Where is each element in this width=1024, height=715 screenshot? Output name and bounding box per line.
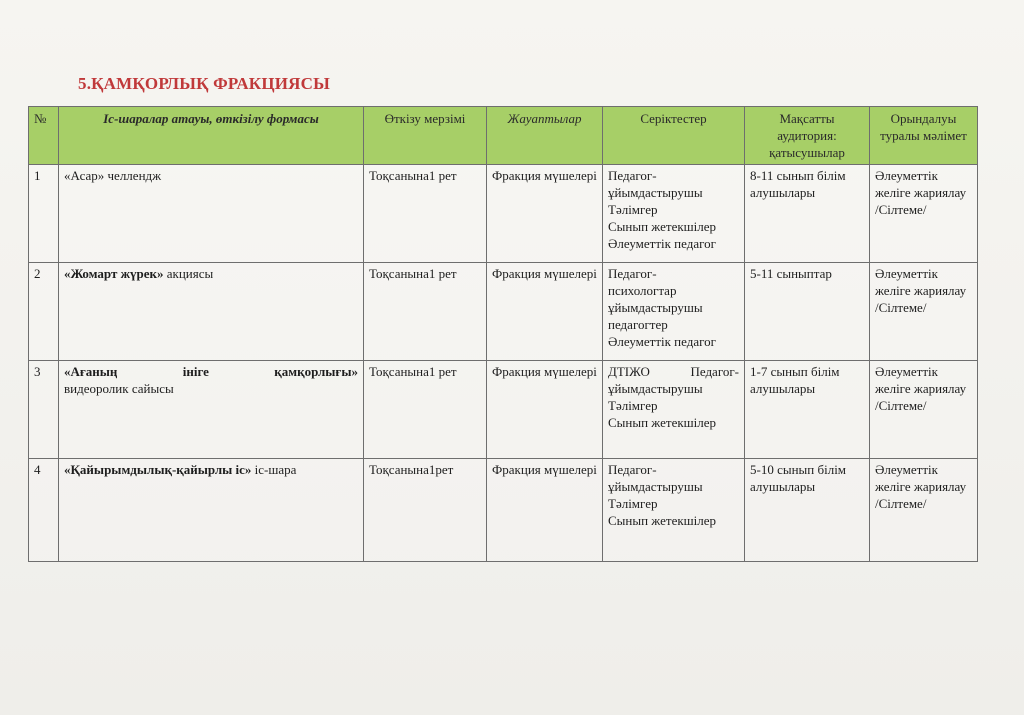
cell-event bbox=[59, 459, 364, 562]
event-name-bold: «Ағаның ініге қамқорлығы» bbox=[64, 364, 358, 379]
cell-partners bbox=[603, 361, 745, 459]
cell-term: Тоқсанына1рет bbox=[364, 459, 487, 562]
cell-number: 1 bbox=[29, 165, 59, 263]
cell-responsible: Фракция мүшелері bbox=[487, 263, 603, 361]
cell-audience: 8-11 сынып білім алушылары bbox=[745, 165, 870, 263]
event-name: іс-шара bbox=[251, 462, 297, 477]
table-row bbox=[29, 165, 978, 263]
partner-line: ұйымдастырушы bbox=[608, 479, 703, 494]
cell-term: Тоқсанына1 рет bbox=[364, 165, 487, 263]
cell-responsible: Фракция мүшелері bbox=[487, 459, 603, 562]
cell-number: 2 bbox=[29, 263, 59, 361]
cell-partners bbox=[603, 459, 745, 562]
table-row bbox=[29, 263, 978, 361]
header-partners: Серіктестер bbox=[603, 107, 745, 165]
partner-line: Сынып жетекшілер bbox=[608, 415, 717, 430]
cell-result: Әлеуметтік желіге жариялау /Сілтеме/ bbox=[870, 361, 978, 459]
cell-audience: 1-7 сынып білім алушылары bbox=[745, 361, 870, 459]
cell-term: Тоқсанына1 рет bbox=[364, 263, 487, 361]
partner-line: Педагог- bbox=[608, 462, 657, 477]
partner-line: Әлеуметтік педагог bbox=[608, 334, 716, 349]
partner-line: ұйымдастырушы bbox=[608, 381, 703, 396]
header-row bbox=[29, 107, 978, 165]
event-name-bold: «Қайырымдылық-қайырлы іс» bbox=[64, 462, 252, 477]
header-responsible: Жауаптылар bbox=[487, 107, 603, 165]
header-term: Өткізу мерзімі bbox=[364, 107, 487, 165]
partner-line: ұйымдастырушы bbox=[608, 185, 703, 200]
cell-event bbox=[59, 263, 364, 361]
partner-line: Сынып жетекшілер bbox=[608, 513, 717, 528]
cell-partners bbox=[603, 165, 745, 263]
event-name-bold: «Жомарт жүрек» bbox=[64, 266, 164, 281]
table-row bbox=[29, 361, 978, 459]
cell-number: 3 bbox=[29, 361, 59, 459]
header-audience: Мақсатты аудитория: қатысушылар bbox=[745, 107, 870, 165]
partner-line: Педагог- bbox=[608, 168, 657, 183]
header-number: № bbox=[29, 107, 59, 165]
cell-event bbox=[59, 165, 364, 263]
cell-term: Тоқсанына1 рет bbox=[364, 361, 487, 459]
table-row bbox=[29, 459, 978, 562]
cell-result: Әлеуметтік желіге жариялау /Сілтеме/ bbox=[870, 165, 978, 263]
cell-responsible: Фракция мүшелері bbox=[487, 361, 603, 459]
partner-line: Әлеуметтік педагог bbox=[608, 236, 716, 251]
partner-line: ұйымдастырушы bbox=[608, 300, 703, 315]
header-event-name: Іс-шаралар атауы, өткізілу формасы bbox=[59, 107, 364, 165]
event-name: «Асар» челлендж bbox=[64, 168, 162, 183]
header-result: Орындалуы туралы мәлімет bbox=[870, 107, 978, 165]
cell-partners bbox=[603, 263, 745, 361]
cell-responsible: Фракция мүшелері bbox=[487, 165, 603, 263]
cell-number: 4 bbox=[29, 459, 59, 562]
page-title: 5.ҚАМҚОРЛЫҚ ФРАКЦИЯСЫ bbox=[78, 74, 331, 93]
cell-audience: 5-10 сынып білім алушылары bbox=[745, 459, 870, 562]
event-name: видеоролик сайысы bbox=[64, 381, 174, 396]
cell-audience: 5-11 сыныптар bbox=[745, 263, 870, 361]
partner-line: Тәлімгер bbox=[608, 398, 658, 413]
cell-result: Әлеуметтік желіге жариялау /Сілтеме/ bbox=[870, 263, 978, 361]
partner-line: Педагог- bbox=[608, 266, 657, 281]
cell-event bbox=[59, 361, 364, 459]
partner-line: Тәлімгер bbox=[608, 202, 658, 217]
partner-line: ДТІЖО Педагог- bbox=[608, 364, 739, 379]
cell-result: Әлеуметтік желіге жариялау /Сілтеме/ bbox=[870, 459, 978, 562]
partner-line: психологтар bbox=[608, 283, 677, 298]
event-name: акциясы bbox=[163, 266, 214, 281]
partner-line: Сынып жетекшілер bbox=[608, 219, 717, 234]
partner-line: педагогтер bbox=[608, 317, 668, 332]
faction-plan-table bbox=[28, 106, 978, 562]
partner-line: Тәлімгер bbox=[608, 496, 658, 511]
